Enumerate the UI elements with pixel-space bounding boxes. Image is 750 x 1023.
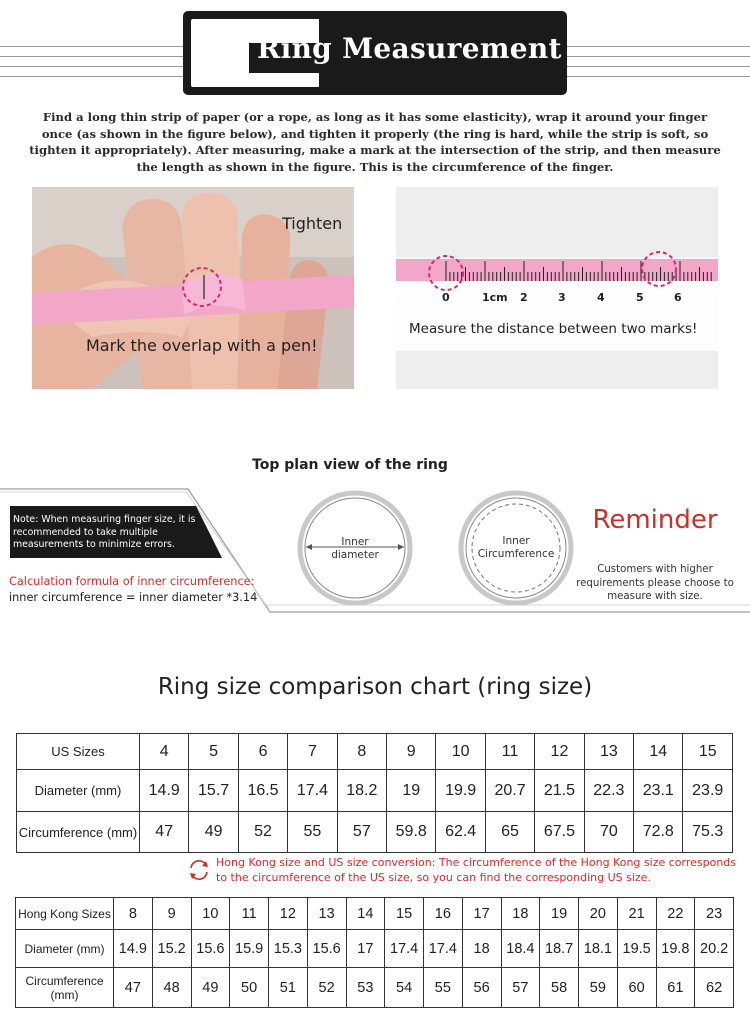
table-cell: 15.7 bbox=[189, 770, 238, 812]
ruler-label: 6 bbox=[674, 291, 682, 304]
table-cell: 70 bbox=[584, 812, 633, 853]
table-cell: 17.4 bbox=[288, 770, 337, 812]
table-cell: 61 bbox=[656, 968, 695, 1008]
table-cell: 16 bbox=[424, 898, 463, 930]
table-cell: 14.9 bbox=[114, 930, 153, 968]
table-row bbox=[16, 968, 734, 1008]
table-cell: 15 bbox=[683, 734, 733, 770]
hk-size-table bbox=[15, 897, 734, 1008]
table-cell: 21.5 bbox=[535, 770, 584, 812]
table-cell: 59.8 bbox=[387, 812, 436, 853]
table-cell: 4 bbox=[140, 734, 189, 770]
table-row bbox=[16, 898, 734, 930]
formula-title: Calculation formula of inner circumference: bbox=[9, 575, 255, 588]
intro-instructions: Find a long thin strip of paper (or a rope, as long as it has some elasticity), wrap it around your finger once (as shown in the figure below), and tighten it properly (the ring is hard, while the strip is soft, so tighten it appropriately). After measuring, make a mark at the intersection of the strip, and then measure the length as shown in the figure. This is the circumference of the finger. bbox=[29, 110, 721, 174]
table-cell: 14 bbox=[346, 898, 385, 930]
inner-diameter-label: Inner diameter bbox=[331, 536, 379, 561]
table-cell: 9 bbox=[152, 898, 191, 930]
table-cell: 57 bbox=[337, 812, 386, 853]
table-cell: 60 bbox=[617, 968, 656, 1008]
reminder-heading: Reminder bbox=[592, 505, 718, 535]
reminder-text: Customers with higher requirements please choose to measure with size. bbox=[576, 564, 734, 602]
mark-overlap-caption: Mark the overlap with a pen! bbox=[86, 336, 318, 355]
table-cell: 56 bbox=[462, 968, 501, 1008]
measure-caption: Measure the distance between two marks! bbox=[409, 321, 698, 337]
tighten-label: Tighten bbox=[282, 214, 343, 233]
table-cell: 17.4 bbox=[385, 930, 424, 968]
table-cell: 14 bbox=[634, 734, 683, 770]
table-cell: 47 bbox=[114, 968, 153, 1008]
ruler-measure-photo bbox=[396, 187, 718, 389]
table-cell: 19.5 bbox=[617, 930, 656, 968]
table-cell: 18 bbox=[462, 930, 501, 968]
table-cell: 10 bbox=[436, 734, 485, 770]
row-header: Hong Kong Sizes bbox=[16, 898, 114, 930]
table-cell: 65 bbox=[485, 812, 534, 853]
table-cell: 13 bbox=[584, 734, 633, 770]
table-cell: 20 bbox=[579, 898, 618, 930]
inner-circumference-label: Inner Circumference bbox=[477, 535, 555, 560]
table-cell: 53 bbox=[346, 968, 385, 1008]
table-cell: 6 bbox=[238, 734, 287, 770]
table-cell: 22 bbox=[656, 898, 695, 930]
table-cell: 49 bbox=[191, 968, 230, 1008]
table-cell: 12 bbox=[269, 898, 308, 930]
table-cell: 8 bbox=[337, 734, 386, 770]
table-cell: 19 bbox=[540, 898, 579, 930]
table-cell: 18.7 bbox=[540, 930, 579, 968]
finger-wrap-photo bbox=[32, 187, 354, 389]
ruler-label: 3 bbox=[558, 291, 566, 304]
table-cell: 21 bbox=[617, 898, 656, 930]
row-header: Diameter (mm) bbox=[16, 930, 114, 968]
table-cell: 17.4 bbox=[424, 930, 463, 968]
table-cell: 15.6 bbox=[191, 930, 230, 968]
table-cell: 15 bbox=[385, 898, 424, 930]
table-cell: 17 bbox=[462, 898, 501, 930]
row-header: Circumference (mm) bbox=[16, 968, 114, 1008]
table-cell: 57 bbox=[501, 968, 540, 1008]
table-cell: 51 bbox=[269, 968, 308, 1008]
table-cell: 59 bbox=[579, 968, 618, 1008]
conversion-note: Hong Kong size and US size conversion: The circumference of the Hong Kong size corresponds to the circumference of the US size, so you can find the corresponding US size. bbox=[216, 856, 737, 884]
table-cell: 8 bbox=[114, 898, 153, 930]
table-cell: 62.4 bbox=[436, 812, 485, 853]
table-cell: 15.2 bbox=[152, 930, 191, 968]
table-cell: 67.5 bbox=[535, 812, 584, 853]
table-cell: 20.7 bbox=[485, 770, 534, 812]
formula-text: inner circumference = inner diameter *3.14 bbox=[9, 591, 258, 604]
table-cell: 52 bbox=[238, 812, 287, 853]
ruler-label: 5 bbox=[636, 291, 644, 304]
page-title: Ring Measurement bbox=[257, 32, 562, 65]
table-cell: 9 bbox=[387, 734, 436, 770]
table-row bbox=[17, 734, 733, 770]
table-cell: 19.9 bbox=[436, 770, 485, 812]
table-cell: 7 bbox=[288, 734, 337, 770]
table-cell: 23.9 bbox=[683, 770, 733, 812]
table-row bbox=[17, 812, 733, 853]
row-header: Circumference (mm) bbox=[17, 812, 140, 853]
table-cell: 19.8 bbox=[656, 930, 695, 968]
table-cell: 48 bbox=[152, 968, 191, 1008]
table-cell: 50 bbox=[230, 968, 269, 1008]
header-banner bbox=[183, 11, 567, 95]
table-cell: 14.9 bbox=[140, 770, 189, 812]
table-cell: 23.1 bbox=[634, 770, 683, 812]
table-cell: 55 bbox=[424, 968, 463, 1008]
table-cell: 20.2 bbox=[695, 930, 734, 968]
table-cell: 49 bbox=[189, 812, 238, 853]
table-cell: 16.5 bbox=[238, 770, 287, 812]
table-cell: 18 bbox=[501, 898, 540, 930]
ruler-label: 1cm bbox=[482, 291, 508, 304]
table-cell: 11 bbox=[230, 898, 269, 930]
table-cell: 55 bbox=[288, 812, 337, 853]
table-row bbox=[16, 930, 734, 968]
table-cell: 75.3 bbox=[683, 812, 733, 853]
table-cell: 18.1 bbox=[579, 930, 618, 968]
row-header: US Sizes bbox=[17, 734, 140, 770]
table-cell: 62 bbox=[695, 968, 734, 1008]
table-cell: 22.3 bbox=[584, 770, 633, 812]
table-cell: 10 bbox=[191, 898, 230, 930]
measurement-note: Note: When measuring finger size, it is recommended to take multiple measurements to minimize errors. bbox=[13, 514, 196, 550]
table-row bbox=[17, 770, 733, 812]
row-header: Diameter (mm) bbox=[17, 770, 140, 812]
table-cell: 15.6 bbox=[307, 930, 346, 968]
table-cell: 15.3 bbox=[269, 930, 308, 968]
ruler-label: 0 bbox=[442, 291, 450, 304]
refresh-icon bbox=[187, 858, 211, 882]
table-cell: 54 bbox=[385, 968, 424, 1008]
table-cell: 17 bbox=[346, 930, 385, 968]
table-cell: 11 bbox=[485, 734, 534, 770]
table-cell: 72.8 bbox=[634, 812, 683, 853]
table-cell: 13 bbox=[307, 898, 346, 930]
table-cell: 18.2 bbox=[337, 770, 386, 812]
table-cell: 52 bbox=[307, 968, 346, 1008]
ring-view-title: Top plan view of the ring bbox=[252, 457, 448, 473]
table-cell: 5 bbox=[189, 734, 238, 770]
table-cell: 58 bbox=[540, 968, 579, 1008]
ruler-label: 4 bbox=[597, 291, 605, 304]
table-cell: 19 bbox=[387, 770, 436, 812]
table-cell: 47 bbox=[140, 812, 189, 853]
size-chart-title: Ring size comparison chart (ring size) bbox=[157, 674, 593, 700]
table-cell: 18.4 bbox=[501, 930, 540, 968]
table-cell: 23 bbox=[695, 898, 734, 930]
table-cell: 12 bbox=[535, 734, 584, 770]
us-size-table bbox=[16, 733, 733, 853]
ruler-label: 2 bbox=[520, 291, 528, 304]
table-cell: 15.9 bbox=[230, 930, 269, 968]
